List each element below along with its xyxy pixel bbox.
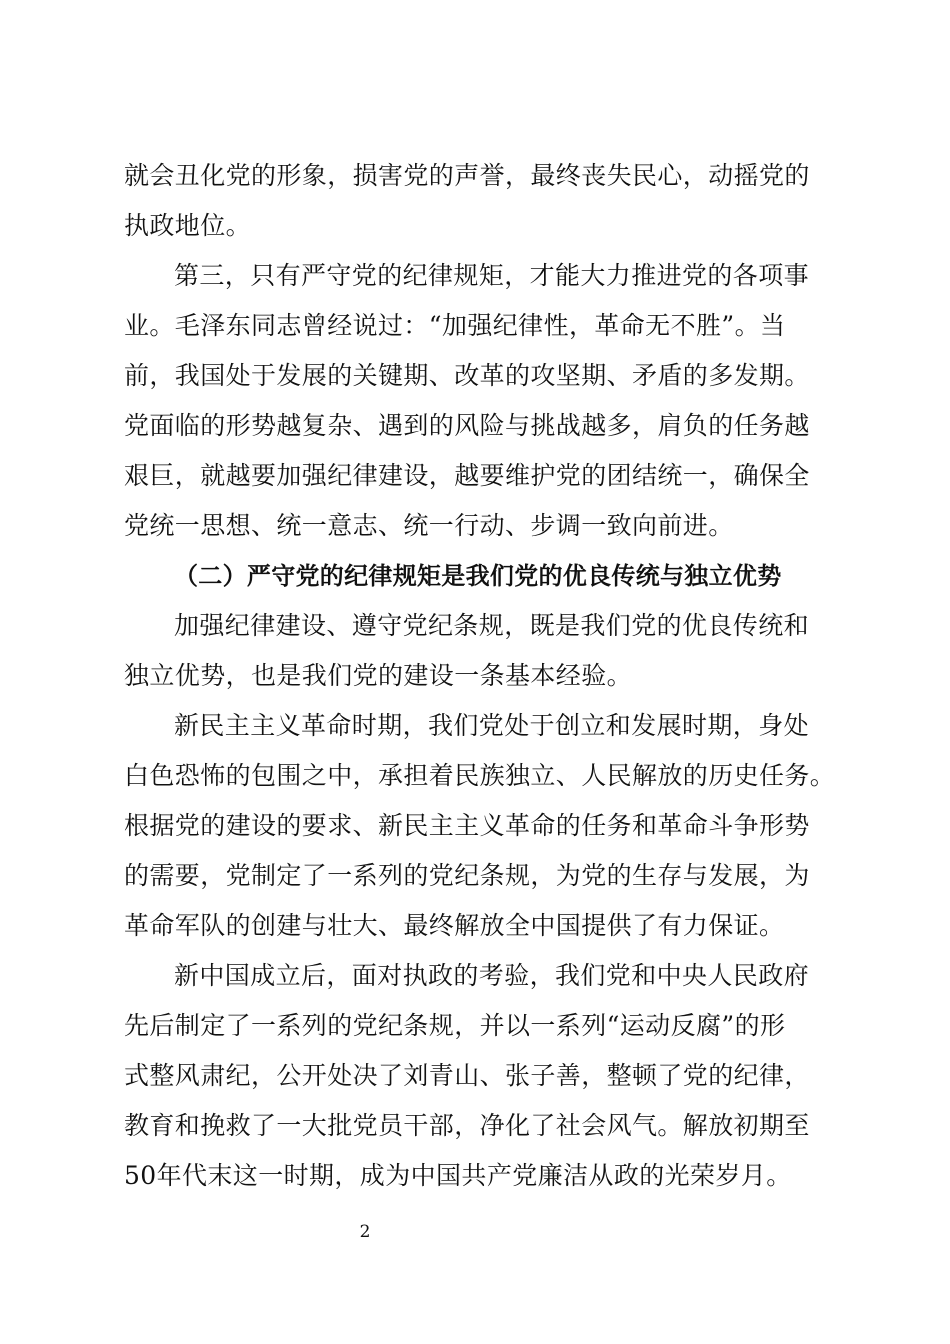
body-text-line: 白色恐怖的包围之中，承担着民族独立、人民解放的历史任务。 [124, 761, 836, 790]
section-heading: （二）严守党的纪律规矩是我们党的优良传统与独立优势 [174, 561, 782, 590]
body-text-line: 前，我国处于发展的关键期、改革的攻坚期、矛盾的多发期。 [124, 361, 810, 390]
body-text-line: 的需要，党制定了一系列的党纪条规，为党的生存与发展，为 [124, 861, 810, 890]
page-number: 2 [359, 1222, 371, 1242]
body-text-line: 执政地位。 [124, 211, 252, 240]
body-text-line: 就会丑化党的形象，损害党的声誉，最终丧失民心，动摇党的 [124, 161, 810, 190]
paragraph-first-line: 加强纪律建设、遵守党纪条规，既是我们党的优良传统和 [174, 611, 810, 640]
body-text-line: 艰巨，就越要加强纪律建设，越要维护党的团结统一，确保全 [124, 461, 810, 490]
paragraph-first-line: 第三，只有严守党的纪律规矩，才能大力推进党的各项事 [174, 261, 810, 290]
body-text-line: 党统一思想、统一意志、统一行动、步调一致向前进。 [124, 511, 734, 540]
body-text-line: 先后制定了一系列的党纪条规，并以一系列“运动反腐”的形 [124, 1011, 786, 1040]
body-text-line: 业。毛泽东同志曾经说过：“加强纪律性，革命无不胜”。当 [124, 311, 786, 340]
paragraph-first-line: 新中国成立后，面对执政的考验，我们党和中央人民政府 [174, 961, 810, 990]
body-text-line: 独立优势，也是我们党的建设一条基本经验。 [124, 661, 633, 690]
body-text-line: 50年代末这一时期，成为中国共产党廉洁从政的光荣岁月。 [124, 1161, 792, 1190]
body-text-line: 教育和挽救了一大批党员干部，净化了社会风气。解放初期至 [124, 1111, 810, 1140]
body-text-line: 式整风肃纪，公开处决了刘青山、张子善，整顿了党的纪律， [124, 1061, 810, 1090]
body-text-line: 党面临的形势越复杂、遇到的风险与挑战越多，肩负的任务越 [124, 411, 810, 440]
body-text-line: 革命军队的创建与壮大、最终解放全中国提供了有力保证。 [124, 911, 785, 940]
paragraph-first-line: 新民主主义革命时期，我们党处于创立和发展时期，身处 [174, 711, 810, 740]
body-text-line: 根据党的建设的要求、新民主主义革命的任务和革命斗争形势 [124, 811, 810, 840]
